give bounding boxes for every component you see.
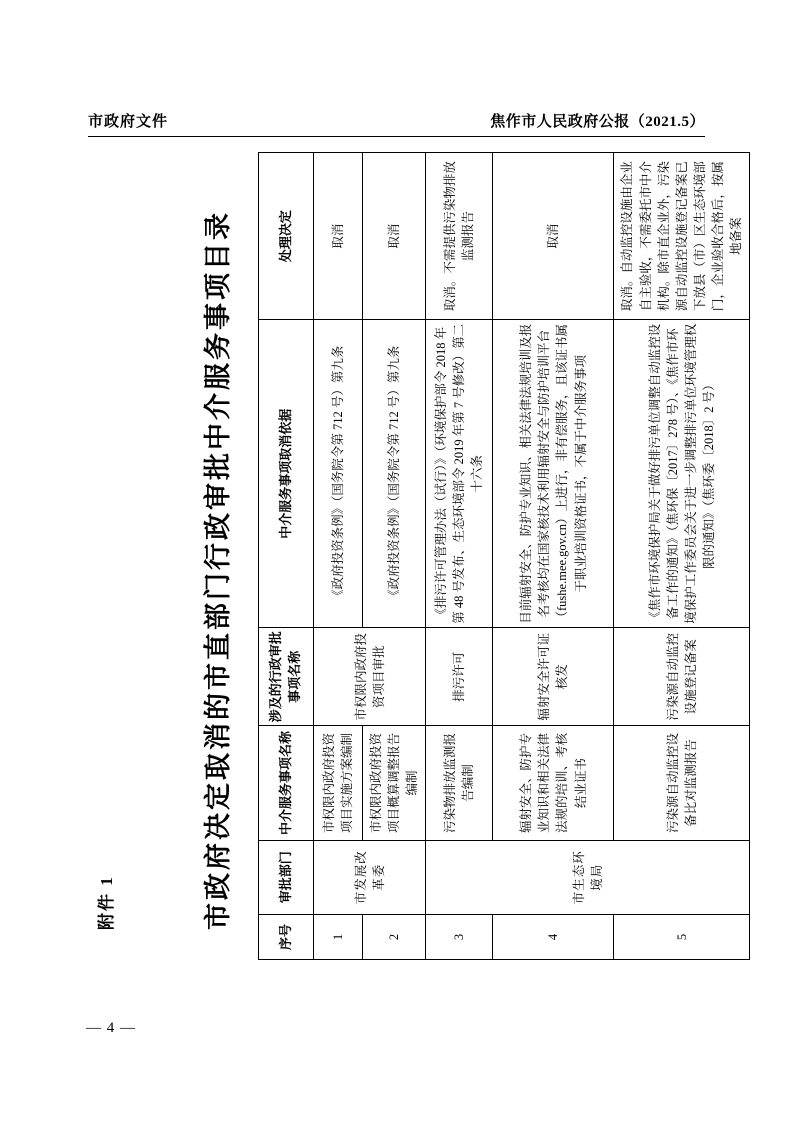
- cell-decision: 取消。不需提供污染物排放监测报告: [426, 153, 493, 320]
- header-divider: [88, 136, 705, 137]
- col-header-index: 序号: [259, 914, 314, 959]
- page-title: 市政府决定取消的市直部门行政审批中介服务事项目录: [203, 210, 233, 930]
- table-container: [258, 152, 750, 960]
- table-row: [493, 153, 614, 960]
- table-row: [614, 153, 750, 960]
- cell-decision: 取消: [314, 153, 363, 320]
- cell-index: 2: [363, 914, 426, 959]
- cell-department: 市发展改革委: [314, 840, 426, 914]
- col-header-approval-name: 涉及的行政审批事项名称: [259, 628, 314, 726]
- cell-approval-name: 污染源自动监控设施登记备案: [614, 628, 750, 726]
- table-row: [426, 153, 493, 960]
- cell-approval-name: 辐射安全许可证核发: [493, 628, 614, 726]
- table-row: [314, 153, 363, 960]
- cell-index: 4: [493, 914, 614, 959]
- cell-decision: 取消。自动监控设施由企业自主验收，不需委托市中介机构。除市直企业外，污染源自动监控设施登记备案已下放县（市）区生态环境部门，企业验收合格后，按属地备案: [614, 153, 750, 320]
- cell-index: 5: [614, 914, 750, 959]
- table-row: [363, 153, 426, 960]
- cell-basis: 《政府投资条例》（国务院令第 712 号）第九条: [314, 320, 363, 628]
- cell-department: 市生态环境局: [426, 840, 750, 914]
- table-header-row: [259, 153, 314, 960]
- cell-decision: 取消: [493, 153, 614, 320]
- attachment-label: 附件 1: [97, 875, 116, 930]
- cell-approval-name: 排污许可: [426, 628, 493, 726]
- cell-service-name: 辐射安全、防护专业知识和相关法律法规的培训、考核结业证书: [493, 726, 614, 840]
- cell-service-name: 市权限内政府投资项目概算调整报告编制: [363, 726, 426, 840]
- cell-basis: 目前辐射安全、防护专业知识、相关法律法规培训及报名考核均在国家核技术利用辐射安全与防护培训平台（fushe.mee.gov.cn）上进行，非有偿服务，且该证书属于职业培训资格证书，不属于中介服务事项: [493, 320, 614, 628]
- col-header-department: 审批部门: [259, 840, 314, 914]
- cell-index: 1: [314, 914, 363, 959]
- col-header-decision: 处理决定: [259, 153, 314, 320]
- page-number: — 4 —: [86, 1020, 136, 1036]
- cell-basis: 《排污许可管理办法（试行）》（环境保护部令 2018 年第 48 号发布、生态环境部令 2019 年第 7 号修改）第二十六条: [426, 320, 493, 628]
- cell-service-name: 污染源自动监控设备比对监测报告: [614, 726, 750, 840]
- header-right-label: 焦作市人民政府公报（2021.5）: [490, 114, 705, 130]
- catalog-table: [258, 152, 750, 960]
- cell-basis: 《焦作市环境保护局关于做好排污单位调整自动监控设备工作的通知》（焦环保〔2017〕278 号）、《焦作市环境保护工作委员会关于进一步调整排污单位环境管理权限的通知》（焦环委〔2018〕2 号）: [614, 320, 750, 628]
- cell-index: 3: [426, 914, 493, 959]
- cell-decision: 取消: [363, 153, 426, 320]
- cell-basis: 《政府投资条例》（国务院令第 712 号）第九条: [363, 320, 426, 628]
- cell-approval-name: 市权限内政府投资项目审批: [314, 628, 426, 726]
- header-left-label: 市政府文件: [88, 114, 169, 130]
- col-header-service-name: 中介服务事项名称: [259, 726, 314, 840]
- cell-service-name: 污染物排放监测报告编制: [426, 726, 493, 840]
- col-header-basis: 中介服务事项取消依据: [259, 320, 314, 628]
- cell-service-name: 市权限内政府投资项目实施方案编制: [314, 726, 363, 840]
